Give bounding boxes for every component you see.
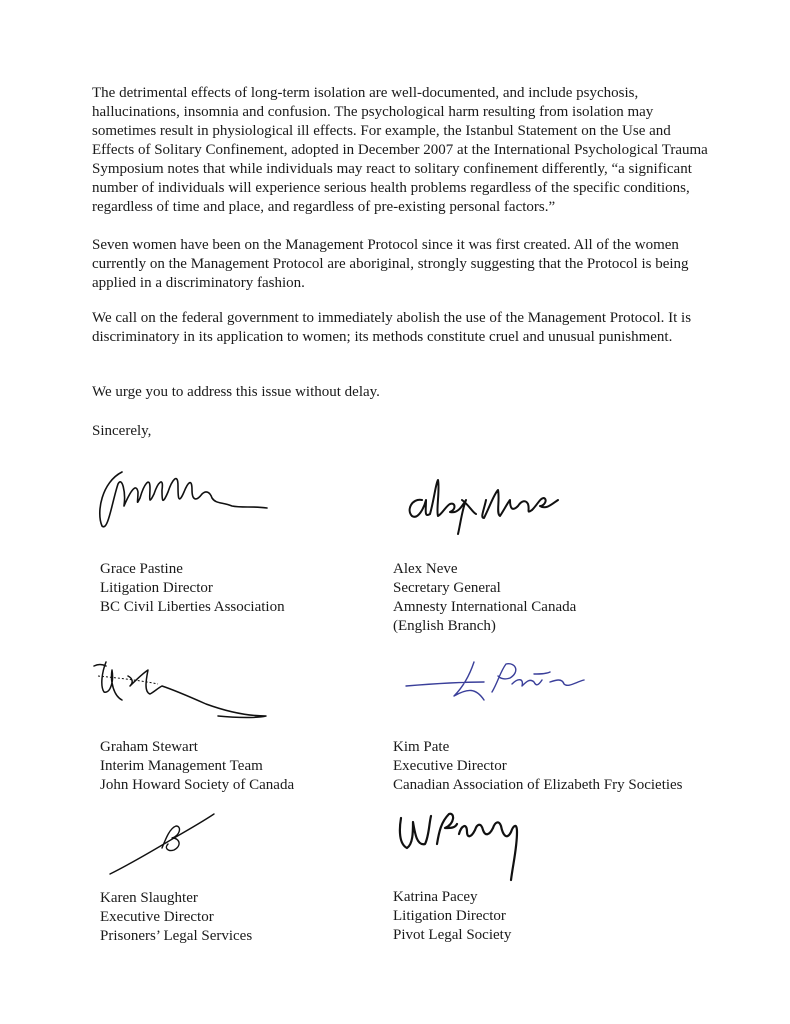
signatory-name: Kim Pate [393, 739, 450, 755]
signatory-organization: John Howard Society of Canada [100, 777, 295, 793]
signatory-block-graham-stewart [100, 738, 294, 795]
signatory-title: Secretary General [393, 580, 501, 596]
signature-alex-neve [400, 470, 570, 540]
body-paragraph-urge: We urge you to address this issue without delay. [92, 384, 380, 400]
body-paragraph-call-to-abolish: We call on the federal government to immediately abolish the use of the Management Protocol. It is discriminatory in its application to women; its methods constitute cruel and unusual punishment. [92, 310, 692, 345]
signature-karen-slaughter [104, 808, 234, 878]
signatory-organization-line2: (English Branch) [393, 618, 496, 634]
signatory-title: Executive Director [393, 758, 507, 774]
signatory-name: Graham Stewart [100, 739, 198, 755]
signatory-block-grace-pastine [100, 560, 285, 617]
signature-kim-pate [400, 652, 600, 712]
signatory-organization: BC Civil Liberties Association [100, 599, 285, 615]
signatory-organization: Prisoners’ Legal Services [100, 928, 253, 944]
signatory-name: Karen Slaughter [100, 890, 198, 906]
signatory-name: Grace Pastine [100, 561, 183, 577]
signature-grace-pastine [92, 462, 292, 532]
signatory-block-katrina-pacey [393, 888, 511, 945]
signatory-name: Katrina Pacey [393, 889, 478, 905]
signatory-name: Alex Neve [393, 561, 458, 577]
signatory-organization: Amnesty International Canada [393, 599, 577, 615]
closing-sincerely: Sincerely, [92, 423, 152, 439]
body-paragraph-isolation-effects: The detrimental effects of long-term isolation are well-documented, and include psychosis, hallucinations, insomnia and confusion. The psychological harm resulting from isolation may sometimes result in physiological ill effects. For example, the Istanbul Statement on the Use and Effects of Solitary Confinement, adopted in December 2007 at the International Psychological Trauma Symposium notes that while individuals may react to solitary confinement differently, “a significant number of individuals will experience serious health problems regardless of the specific conditions, regardless of time and place, and regardless of pre-existing personal factors.” [92, 85, 708, 215]
signatory-block-alex-neve [393, 560, 576, 636]
signatory-block-karen-slaughter [100, 889, 252, 946]
signatory-title: Interim Management Team [100, 758, 263, 774]
signatory-block-kim-pate [393, 738, 683, 795]
signature-graham-stewart [88, 652, 288, 727]
body-paragraph-seven-women: Seven women have been on the Management Protocol since it was first created. All of the women currently on the Management Protocol are aboriginal, strongly suggesting that the Protocol is being applied in a discriminatory fashion. [92, 237, 689, 291]
signatory-title: Litigation Director [100, 580, 213, 596]
signatory-organization: Pivot Legal Society [393, 927, 512, 943]
signatory-title: Litigation Director [393, 908, 506, 924]
signatory-title: Executive Director [100, 909, 214, 925]
signature-katrina-pacey [393, 804, 543, 889]
signatory-organization: Canadian Association of Elizabeth Fry Societies [393, 777, 683, 793]
